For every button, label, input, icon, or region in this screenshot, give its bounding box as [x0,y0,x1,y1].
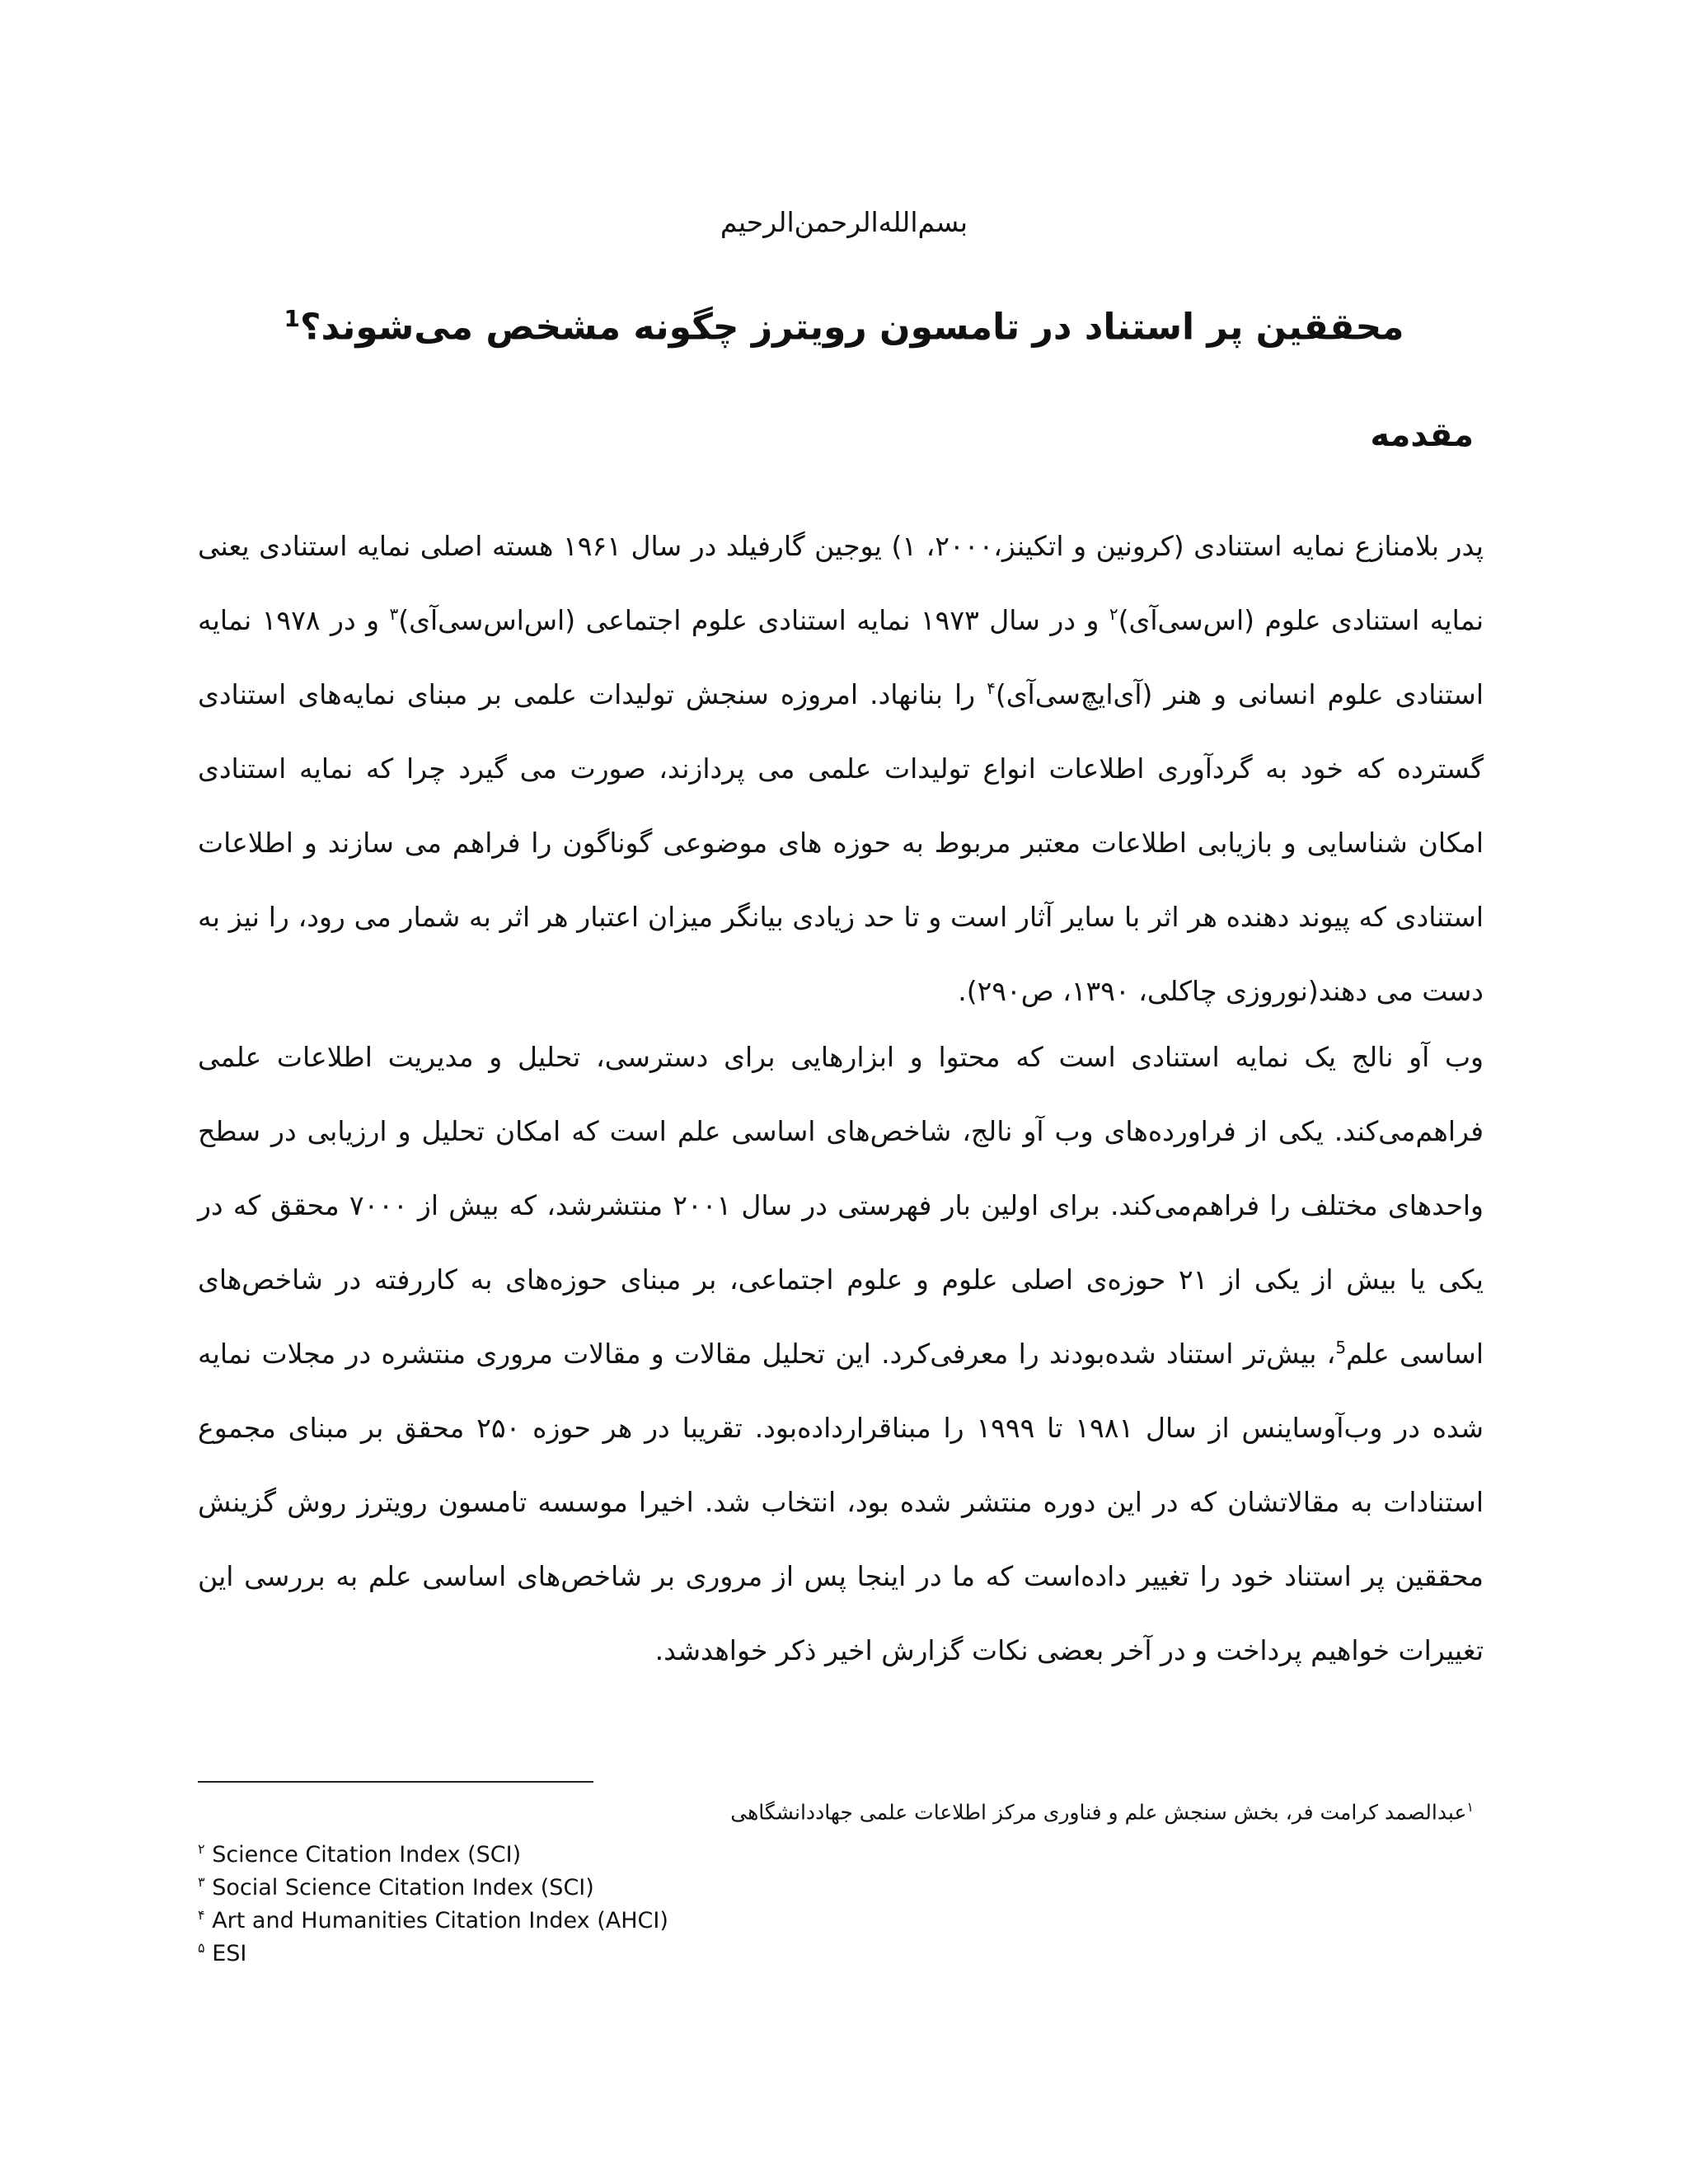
footnote-text: Science Citation Index (SCI) [212,1842,522,1868]
footnote-text: ESI [212,1941,247,1966]
footnote-mark: ۱ [1466,1799,1474,1815]
paragraph-text: پدر بلامنازع نمایه استنادی (کرونین و اتکینز،۲۰۰۰، ۱) یوجین گارفیلد در سال ۱۹۶۱ هسته اصلی نمایه استنادی یعنی نمایه استنادی علوم (اس‌سی‌آی) [198,530,1484,636]
footnote-ref: ۴ [987,678,996,698]
footnote-list [198,1833,940,1965]
footnote-ref: ۳ [389,604,399,624]
title-text: محققین پر استناد در تامسون رویترز چگونه مشخص می‌شوند؟ [299,306,1404,349]
paragraph-text: و در سال ۱۹۷۳ نمایه استنادی علوم اجتماعی (اس‌اس‌سی‌آی) [398,604,1109,636]
title-footnote-mark: 1 [284,305,300,332]
footnote-item [198,1833,940,1866]
footnote-author [730,1799,1474,1824]
footnote-mark: ۳ [198,1874,205,1890]
footnote-text: عبدالصمد کرامت فر، بخش سنجش علم و فناوری مرکز اطلاعات علمی جهاددانشگاهی [730,1800,1467,1825]
footnote-item [198,1866,940,1899]
page-title [0,305,1688,349]
paragraph-intro [198,509,1484,1029]
paragraph-text: را بنانهاد. امروزه سنجش تولیدات علمی بر مبنای نمایه‌های استنادی گسترده که خود به گردآوری اطلاعات انواع تولیدات علمی می پردازند، صورت می گیرد چرا که نمایه استنادی امکان شناسایی و بازیابی اطلاعات معتبر مربوط به حوزه های موضوعی گوناگون را فراهم می سازند و اطلاعات استنادی که پیوند دهنده هر اثر با سایر آثار است و تا حد زیادی بیانگر میزان اعتبار هر اثر به شمار می رود، را نیز به دست می دهند(نوروزی چاکلی، ۱۳۹۰، ص۲۹۰). [198,678,1484,1007]
basmala: بسم‌الله‌الرحمن‌الرحیم [720,206,968,238]
footnote-ref: ۲ [1109,604,1118,624]
footnote-mark: ۴ [198,1907,205,1923]
footnote-item [198,1932,940,1965]
footnote-text: Art and Humanities Citation Index (AHCI) [212,1908,668,1933]
footnote-item [198,1899,940,1932]
paragraph-web-of-knowledge [198,1020,1484,1688]
paragraph-text: ، بیش‌تر استناد شده‌بودند را معرفی‌کرد. این تحلیل مقالات و مقالات مروری منتشره در مجلات نمایه شده در وب‌آوساینس از سال ۱۹۸۱ تا ۱۹۹۹ را مبناقرارداده‌بود. تقریبا در هر حوزه ۲۵۰ محقق بر مبنای مجموع استنادات به مقالاتشان که در این دوره منتشر شده بود، انتخاب شد. اخیرا موسسه تامسون رویترز روش گزینش محققین پر استناد خود را تغییر داده‌است که ما در اینجا پس از مروری بر شاخص‌های اساسی علم به بررسی این تغییرات خواهیم پرداخت و در آخر بعضی نکات گزارش اخیر ذکر خواهدشد. [198,1338,1484,1666]
footnote-separator [198,1781,593,1783]
footnote-text: Social Science Citation Index (SCI) [212,1875,594,1900]
footnote-mark: ۵ [198,1940,205,1956]
footnote-ref: 5 [1335,1338,1347,1357]
footnote-mark: ۲ [198,1841,205,1857]
section-heading: مقدمه [1370,416,1474,454]
paragraph-text: وب آو نالج یک نمایه استنادی است که محتوا و ابزارهایی برای دسترسی، تحلیل و مدیریت اطلاعات علمی فراهم‌می‌کند. یکی از فراورده‌های وب آو نالج، شاخص‌های اساسی علم است که امکان تحلیل و ارزیابی در سطح واحدهای مختلف را فراهم‌می‌کند. برای اولین بار فهرستی در سال ۲۰۰۱ منتشرشد، که بیش از ۷۰۰۰ محقق که در یکی یا بیش از یکی از ۲۱ حوزه‌ی اصلی علوم و علوم اجتماعی، بر مبنای حوزه‌های به کاررفته در شاخص‌های اساسی علم [198,1041,1484,1370]
paragraph-text: و در ۱۹۷۸ نمایه استنادی علوم انسانی و هنر (آی‌ایچ‌سی‌آی) [198,604,1484,710]
